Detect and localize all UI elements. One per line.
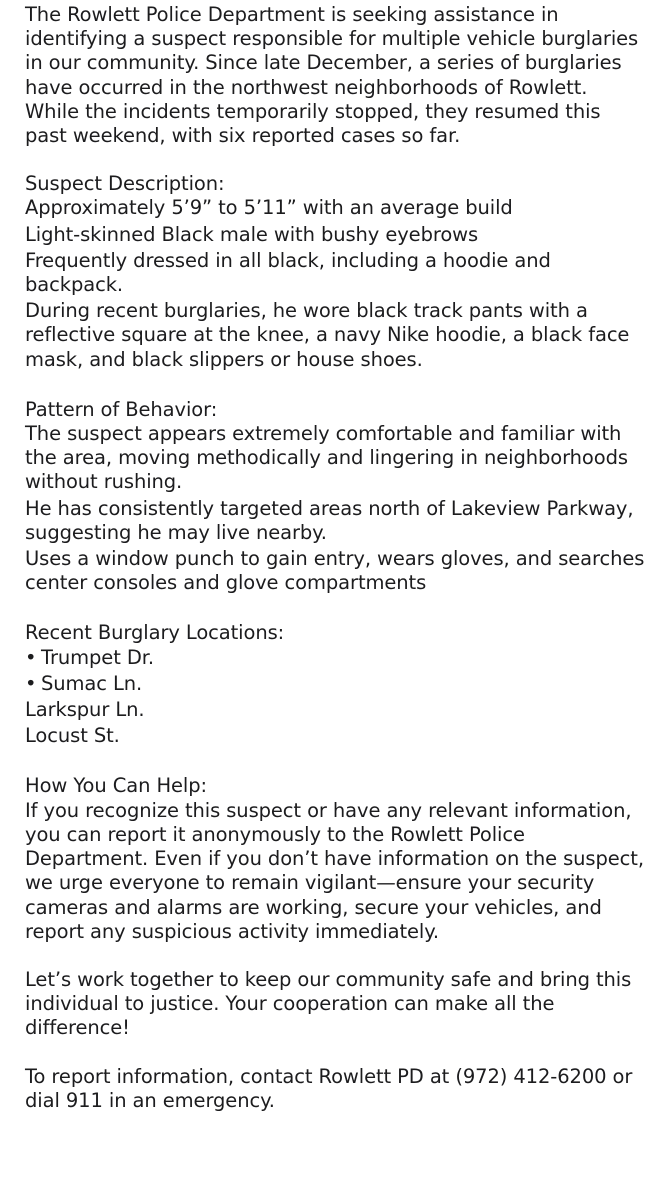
behavior-target-area: He has consistently targeted areas north of Lakeview Parkway, suggesting he may live nearby. [25,496,634,544]
suspect-description-section [25,172,645,372]
closing-paragraph: Let’s work together to keep our community safe and bring this individual to justice. Your cooperation can make all the difference! [25,967,632,1040]
behavior-method: Uses a window punch to gain entry, wears gloves, and searches center consoles and glove compartments [25,547,645,595]
paragraph-gap [25,944,645,968]
bullet-icon: • [25,645,37,669]
suspect-usual-clothing: Frequently dressed in all black, including a hoodie and backpack. [25,248,551,297]
burglary-locations-section [25,621,645,748]
how-you-can-help-heading: How You Can Help: [25,774,207,798]
location-name: Larkspur Ln. [25,698,145,722]
location-name: Trumpet Dr. [41,645,154,669]
location-item [25,724,645,748]
paragraph-gap [25,750,645,774]
contact-paragraph: To report information, contact Rowlett PD at (972) 412-6200 or dial 911 in an emergency. [25,1064,633,1112]
paragraph-gap [25,148,645,172]
post-body [25,3,645,1113]
behavior-familiarity: The suspect appears extremely comfortable and familiar with the area, moving methodically and lingering in neighborhoods without rushing. [25,422,628,494]
burglary-locations-heading: Recent Burglary Locations: [25,621,285,645]
location-name: Sumac Ln. [41,671,143,695]
location-item [25,646,645,670]
paragraph-gap [25,597,645,621]
intro-paragraph: The Rowlett Police Department is seeking assistance in identifying a suspect responsible for multiple vehicle burglaries in our community. Since late December, a series of burglaries have occurred in the northwest neighborhoods of Rowlett. While the incidents temporarily stopped, they resumed this past weekend, with six reported cases so far. [25,3,639,148]
bullet-icon: • [25,671,37,695]
paragraph-gap [25,1041,645,1065]
location-item [25,698,645,722]
suspect-appearance: Light-skinned Black male with bushy eyebrows [25,222,479,246]
location-name: Locust St. [25,724,120,748]
how-you-can-help-section [25,774,645,943]
pattern-of-behavior-heading: Pattern of Behavior: [25,397,218,421]
pattern-of-behavior-section [25,398,645,596]
location-item [25,672,645,696]
paragraph-gap [25,374,645,398]
suspect-height: Approximately 5’9” to 5’11” with an average build [25,196,513,220]
how-you-can-help-body: If you recognize this suspect or have any relevant information, you can report it anonymously to the Rowlett Police Department. Even if you don’t have information on the suspect, we urge everyone to remain vigilant—ensure your security cameras and alarms are working, secure your vehicles, and report any suspicious activity immediately. [25,798,644,943]
suspect-recent-clothing: During recent burglaries, he wore black track pants with a reflective square at the knee, a navy Nike hoodie, a black face mask, and black slippers or house shoes. [25,299,630,371]
suspect-description-heading: Suspect Description: [25,172,225,196]
